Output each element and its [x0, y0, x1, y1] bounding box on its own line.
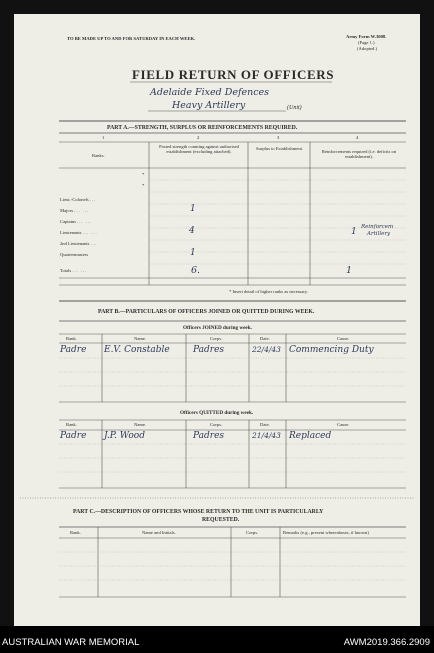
rank-captains: Captains ... ...: [60, 219, 93, 224]
posted-majors: 1: [190, 204, 196, 214]
posted-lieutenants: 4: [189, 226, 195, 236]
reinforcement-lieutenants: 1: [351, 227, 357, 237]
quitted-col-rank: Rank.: [66, 422, 77, 427]
joined-corps: Padres: [193, 345, 225, 355]
joined-cause: Commencing Duty: [289, 345, 374, 355]
joined-col-date: Date.: [260, 336, 270, 341]
col-header-surplus: Surplus to Establishment.: [255, 146, 304, 151]
partc-col-remarks: Remarks (e.g., present whereabouts, if known): [283, 530, 369, 535]
totals-posted: 6.: [191, 265, 201, 276]
quitted-title: Officers QUITTED during week.: [180, 410, 254, 416]
quitted-col-cause: Cause.: [337, 422, 350, 427]
quitted-col-corps: Corps.: [210, 422, 223, 427]
unit-handwritten-1: Adelaide Fixed Defences: [150, 87, 270, 98]
form-page: (Page 1.): [358, 40, 375, 45]
joined-name: E.V. Constable: [104, 345, 170, 355]
joined-col-cause: Cause.: [337, 336, 350, 341]
top-note: TO BE MADE UP TO AND FOR SATURDAY IN EACH WEEK.: [67, 36, 196, 41]
joined-rank: Padre: [60, 345, 87, 355]
col-header-posted: Posted strength counting against authorised establishment (excluding attached).: [159, 144, 239, 154]
quitted-cause: Replaced: [289, 431, 332, 441]
totals-label: Totals ... ...: [60, 268, 88, 273]
quitted-date: 21/4/43: [252, 431, 281, 440]
col-number-1: 1: [102, 135, 105, 140]
form-name: Army Form W.3008.: [346, 34, 387, 39]
col-header-reinforcements: Reinforcements required (i.e. deficits on establishment).: [321, 149, 397, 159]
col-number-2: 2: [197, 135, 200, 140]
rank-2nd-lieutenants: 2nd Lieutenants ...: [60, 241, 98, 246]
partc-col-rank: Rank.: [70, 530, 81, 535]
rank-quartermasters: Quartermasters: [60, 252, 89, 257]
footnote: * Insert detail of higher ranks as necessary.: [229, 289, 309, 294]
asterisk-1: *: [142, 172, 145, 177]
joined-date: 22/4/43: [252, 345, 281, 354]
col-number-4: 4: [356, 135, 359, 140]
totals-reinforcements: 1: [346, 265, 353, 276]
joined-col-name: Name.: [134, 336, 147, 341]
quitted-col-name: Name.: [134, 422, 147, 427]
posted-quartermasters: 1: [190, 248, 196, 258]
part-c-heading-1: PART C.—DESCRIPTION OF OFFICERS WHOSE RETURN TO THE UNIT IS PARTICULARLY: [73, 509, 324, 515]
joined-col-corps: Corps.: [210, 336, 223, 341]
part-a-heading: PART A.—STRENGTH, SURPLUS OR REINFORCEMENTS REQUIRED.: [107, 125, 298, 131]
rank-lieut-colonels: Lieut.-Colonels ...: [60, 197, 97, 202]
reinforcement-note-1: Reinforcem: [361, 224, 394, 230]
joined-col-rank: Rank.: [66, 336, 77, 341]
reinforcement-note-2: Artillery: [367, 231, 391, 237]
quitted-col-date: Date.: [260, 422, 270, 427]
rank-lieutenants: Lieutenants ... ...: [60, 230, 98, 235]
unit-label: (Unit): [287, 105, 302, 111]
joined-title: Officers JOINED during week.: [183, 325, 252, 331]
rank-majors: Majors ... ...: [60, 208, 90, 213]
footer-right: AWM2019.366.2909: [343, 637, 430, 648]
unit-handwritten-2: Heavy Artillery: [172, 100, 246, 111]
partc-col-corps: Corps.: [246, 530, 259, 535]
col-header-ranks: Ranks.: [92, 153, 105, 158]
archive-footer: [0, 626, 434, 653]
footer-left: AUSTRALIAN WAR MEMORIAL: [2, 637, 140, 648]
page-title: FIELD RETURN OF OFFICERS: [132, 67, 335, 82]
col-number-3: 3: [277, 135, 280, 140]
asterisk-2: *: [142, 183, 145, 188]
quitted-corps: Padres: [193, 431, 225, 441]
part-b-heading: PART B.—PARTICULARS OF OFFICERS JOINED OR QUITTED DURING WEEK.: [98, 309, 315, 315]
part-c-heading-2: REQUESTED.: [202, 517, 240, 523]
form-adopted: (Adopted.): [357, 46, 378, 51]
quitted-name: J.P. Wood: [104, 431, 145, 441]
partc-col-name: Name and Initials.: [142, 530, 176, 535]
quitted-rank: Padre: [60, 431, 87, 441]
